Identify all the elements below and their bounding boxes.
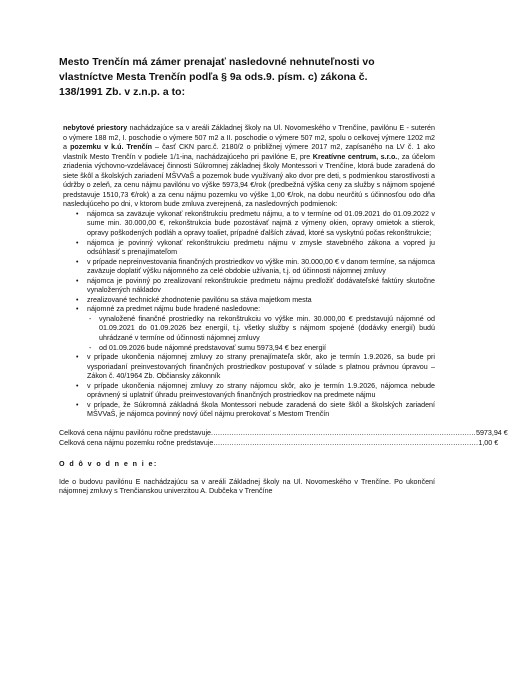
title-line-1: Mesto Trenčín má zámer prenajať nasledovné nehnuteľnosti vo	[59, 57, 375, 68]
condition-item: • nájomca sa zaväzuje vykonať rekonštrukciu predmetu nájmu, a to v termíne od 01.09.2021 do 01.09.2022 v sume min. 30.000,00 €, rekonštrukcia bude pozostávať najmä z výmeny okien, opravy omietok a stierok, opravy poškodených podláh a opravy toaliet, prípadné ďalších závad, ktoré sa vyskytnú počas rekonštrukcie;	[59, 210, 435, 239]
intro-text-2: – časť CKN parc.č. 2180/2 o približnej výmere 2017 m2, zapísaného na LV č. 1 ako vlastník Mesto Trenčín v podiele 1/1-ina, nachádzajúceho pri pavilóne E, pre	[63, 143, 435, 161]
condition-item: • v prípade ukončenia nájomnej zmluvy zo strany prenajímateľa skôr, ako je termín 1.9.2026, sa bude pri vysporiadaní preinvestovaných finančných prostriedkov postupovať v súlade s platnou právnou úpravou – Zákon č. 40/1964 Zb. Občiansky zákonník	[59, 353, 435, 382]
justification-heading: O d ô v o d n e n i e:	[59, 460, 158, 469]
condition-item: • v prípade ukončenia nájomnej zmluvy zo strany nájomcu skôr, ako je termín 1.9.2026, nájomca nebude oprávnený si uplatniť úhradu preinvestovaných finančných prostriedkov na predmete nájmu	[59, 382, 435, 401]
condition-rent-label: nájomné za predmet nájmu bude hradené nasledovne:	[87, 305, 261, 314]
total-land-row	[59, 438, 499, 449]
intro-text-1: nachádzajúce sa v areáli Základnej školy na Ul. Novomeského v Trenčíne, pavilónu E - suterén o výmere 188 m2, I. poschodie o výmere 507 m2 a II. poschodie o výmere 507 m2, spolu o celkovej výmere 1202 m2 a	[63, 124, 435, 152]
total-pavilion-row	[59, 428, 508, 439]
rent-details-list	[87, 315, 435, 353]
total-pavilion-label: Celková cena nájmu pavilónu ročne predstavuje	[59, 428, 212, 437]
leader-dots: ....................................................................................................................	[213, 438, 479, 447]
condition-item: • zrealizované technické zhodnotenie pavilónu sa stáva majetkom mesta	[59, 296, 435, 306]
condition-item: • nájomca je povinný po zrealizovaní rekonštrukcie predmetu nájmu predložiť dodávateľské faktúry skutočne vynaložených nákladov	[59, 277, 435, 296]
rent-detail-item: - od 01.09.2026 bude nájomné predstavovať sumu 5973,94 € bez energií	[87, 344, 435, 354]
rent-detail-item: - vynaložené finančné prostriedky na rekonštrukciu vo výške min. 30.000,00 € predstavujú nájomné od 01.09.2021 do 01.09.2026 bez energií, t.j. všetky služby s nájmom spojené (dodávky energií) budú uhrádzané v termíne od účinnosti nájomnej zmluvy	[87, 315, 435, 344]
title-line-3: 138/1991 Zb. v z.n.p. a to:	[59, 87, 186, 98]
leader-dots: ....................................................................................................................	[211, 428, 476, 437]
condition-item-rent	[59, 305, 435, 353]
intro-tenant: Kreatívne centrum, s.r.o.	[312, 152, 398, 161]
condition-item: • v prípade nepreinvestovania finančných prostriedkov vo výške min. 30.000,00 € v danom termíne, sa nájomca zaväzuje doplatiť výšku nájomného za celé obdobie užívania, t.j. od účinnosti nájomnej zmluvy	[59, 258, 435, 277]
justification-text: Ide o budovu pavilónu E nachádzajúcu sa v areáli Základnej školy na Ul. Novomeského v Trenčíne. Po ukončení nájomnej zmluvy s Trenčianskou univerzitou A. Dubčeka v Trenčíne	[59, 477, 435, 496]
conditions-list	[59, 210, 435, 420]
intro-land: pozemku v k.ú. Trenčín	[70, 143, 152, 152]
total-land-label: Celková cena nájmu pozemku ročne predstavuje	[59, 438, 214, 447]
document-body	[59, 124, 508, 497]
intro-subject: nebytové priestory	[63, 124, 128, 132]
document-title	[59, 55, 459, 100]
total-pavilion-value: 5973,94 €	[475, 428, 508, 437]
intro-paragraph	[59, 124, 435, 210]
title-line-2: vlastníctve Mesta Trenčín podľa § 9a ods.9. písm. c) zákona č.	[59, 72, 368, 83]
condition-item: • nájomca je povinný vykonať rekonštrukciu predmetu nájmu v zmysle stavebného zákona a vopred ju odsúhlasiť s prenajímateľom	[59, 239, 435, 258]
condition-item: • v prípade, že Súkromná základná škola Montessori nebude zaradená do siete škôl a školských zariadení MŠVVaŠ, je nájomca povinný nový účel nájmu prerokovať s Mestom Trenčín	[59, 401, 435, 420]
intro-text-3: , za účelom zriadenia výchovno-vzdelávacej činnosti Súkromnej základnej školy Montessori v Trenčíne, ktorá bude zaradená do siete škôl a školských zariadení MŠVVaŠ a pozemok bude využívaný ako dvor pre deti, s podmienkou starostlivosti a údržby o zeleň, za cenu nájmu pavilónu vo výške 5973,94 €/rok (predbežná výška ceny za služby s nájmom spojené predstavuje 1510,73 €/rok) a za cenu nájmu pozemku vo výške 1,00 €/rok, na dobu neurčitú s účinnosťou odo dňa nasledujúceho po dni, v ktorom bude zmluva zverejnená, za nasledovných podmienok:	[63, 152, 435, 209]
total-land-value: 1,00 €	[478, 438, 499, 447]
